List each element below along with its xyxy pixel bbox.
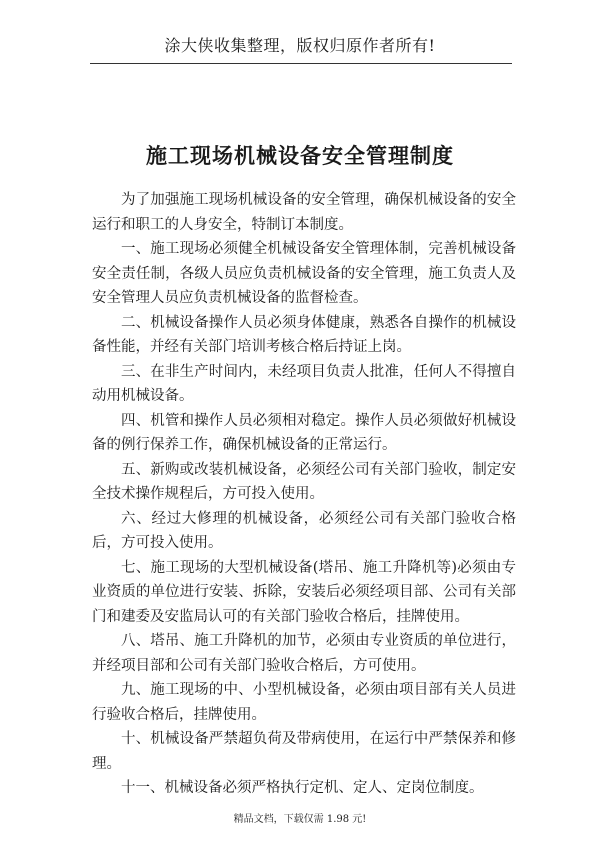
clause-paragraph-4: 四、机管和操作人员必须相对稳定。操作人员必须做好机械设备的例行保养工作，确保机械设备的正常运行。 (92, 412, 516, 453)
header-text: 涂大侠收集整理，版权归原作者所有! (164, 36, 436, 55)
clause-paragraph-1: 一、施工现场必须健全机械设备安全管理体制，完善机械设备安全责任制，各级人员应负责机械设备的安全管理，施工负责人及安全管理人员应负责机械设备的监督检查。 (92, 241, 516, 306)
clause-paragraph-11: 十一、机械设备必须严格执行定机、定人、定岗位制度。 (121, 780, 484, 796)
clause-paragraph-7: 七、施工现场的大型机械设备(塔吊、施工升降机等)必须由专业资质的单位进行安装、拆除，安装后必须经项目部、公司有关部门和建委及安监局认可的有关部门验收合格后，挂牌使用。 (92, 559, 516, 625)
clause-paragraph-5: 五、新购或改装机械设备，必须经公司有关部门验收，制定安全技术操作规程后，方可投入使用。 (92, 461, 516, 502)
clause-paragraph-6: 六、经过大修理的机械设备，必须经公司有关部门验收合格后，方可投入使用。 (92, 510, 516, 551)
header-divider (90, 63, 512, 64)
intro-paragraph: 为了加强施工现场机械设备的安全管理，确保机械设备的安全运行和职工的人身安全，特制订本制度。 (92, 192, 516, 233)
clause-paragraph-2: 二、机械设备操作人员必须身体健康，熟悉各自操作的机械设备性能，并经有关部门培训考核合格后持证上岗。 (92, 314, 516, 355)
clause-paragraph-3: 三、在非生产时间内，未经项目负责人批准，任何人不得擅自动用机械设备。 (92, 363, 516, 404)
page-header (0, 0, 600, 64)
clause-paragraph-8: 八、塔吊、施工升降机的加节，必须由专业资质的单位进行，并经项目部和公司有关部门验收合格后，方可使用。 (92, 633, 516, 674)
clause-paragraph-9: 九、施工现场的中、小型机械设备，必须由项目部有关人员进行验收合格后，挂牌使用。 (92, 682, 516, 723)
document-title: 施工现场机械设备安全管理制度 (146, 144, 454, 168)
clause-paragraph-10: 十、机械设备严禁超负荷及带病使用，在运行中严禁保养和修理。 (92, 731, 516, 772)
page-footer: 精品文档，下载仅需 1.98 元! (233, 814, 367, 825)
document-body (92, 188, 516, 801)
